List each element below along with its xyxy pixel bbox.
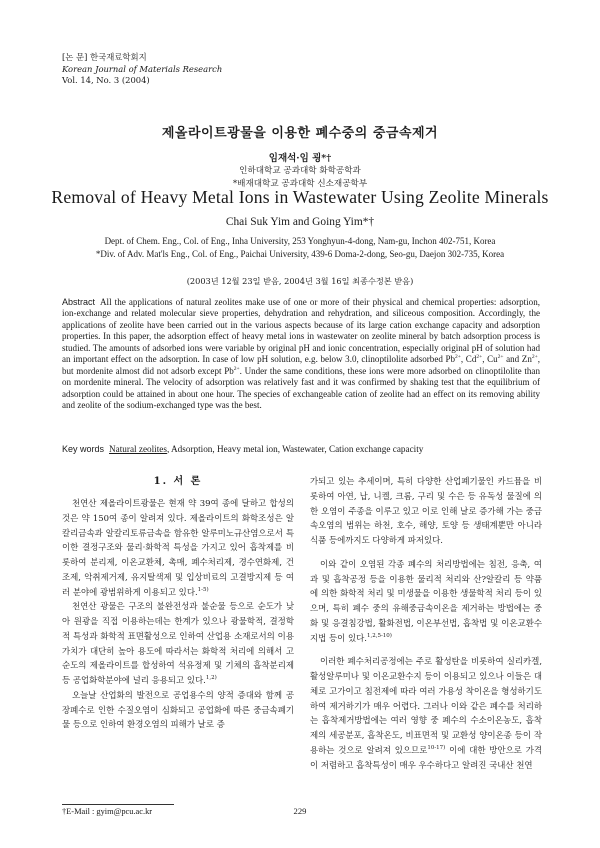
keywords-rest: , Adsorption, Heavy metal ion, Wastewater, Cation exchange capacity: [166, 444, 424, 454]
keyword-natural-zeolites: Natural zeolites: [109, 444, 167, 454]
citation-4: 10-17): [427, 744, 446, 751]
abstract-text-5: , but mordenite almost did not adsorb except Pb: [62, 354, 540, 376]
intro-paragraph-4: [310, 557, 542, 646]
abstract-text-4: and Zn: [503, 354, 532, 365]
journal-header: [62, 52, 222, 87]
affiliations-english: [0, 235, 600, 261]
abstract-sup-5: 2+: [233, 365, 240, 372]
body-column-right: [310, 474, 542, 772]
authors-english: Chai Suk Yim and Going Yim*†: [225, 216, 375, 228]
citation-3: 1,2,5-10): [366, 632, 392, 639]
journal-name-en: Korean Journal of Materials Research: [62, 63, 223, 74]
intro-paragraph-5-text: 이러한 폐수처리공정에는 주로 활성탄을 비롯하여 실리카겔, 활성알루미나 및 이온교환수지 등이 이용되고 있으나 이들은 대체로 고가이고 침전제에 따라 여러 가용성 착이온을 형성하기도 하여 제거하기가 매우 어렵다. 그러나 이와 같은 폐수를 처리하는 흡착제거방법에는 여러 영향 중 폐수의 수소이온농도, 흡착제의 세공분포, 흡착온도, 비표면적 및 교환성 양이온종 등이 작용하는 것으로 알려져 있으므로: [310, 656, 542, 755]
intro-paragraph-3: 오늘날 산업화의 발전으로 공업용수의 양적 증대와 함께 공장폐수로 인한 수질오염이 심화되고 공업화에 따른 중금속폐기물 등으로 인하여 환경오염의 피해가 날로 증: [62, 689, 294, 730]
citation-1: 1-5): [197, 586, 209, 593]
body-column-left: [62, 474, 294, 732]
affiliation-ko-1: 인하대학교 공과대학 화학공학과: [239, 166, 361, 176]
abstract-sup-1: 2+: [455, 354, 461, 361]
footnote-divider: [62, 804, 174, 805]
abstract: [62, 297, 540, 412]
abstract-text-3: , Cu: [482, 354, 498, 365]
abstract-label: Abstract: [62, 297, 96, 307]
affiliation-en-2: *Div. of Adv. Mat'ls Eng., Col. of Eng., Paichai University, 439-6 Doma-2-dong, Seo-gu, Daejon 302-735, Korea: [95, 249, 505, 259]
affiliation-ko-2: *배재대학교 공과대학 신소재공학부: [232, 178, 368, 189]
page-number: 229: [293, 806, 307, 816]
intro-paragraph-1: [62, 496, 294, 599]
abstract-sup-3: 2+: [497, 354, 504, 361]
abstract-sup-4: 2+: [531, 354, 538, 361]
intro-paragraph-5-tail: 이에 대한 방안으로 가격이 저렴하고 흡착특성이 매우 우수하다고 알려진 국내산 천연: [310, 744, 542, 770]
intro-paragraph-1-text: 천연산 제올라이트광물은 현재 약 39여 종에 달하고 합성의 것은 약 150여 종이 알려져 있다. 제올라이트의 화학조성은 알칼리금속과 알칼리토류금속을 함유한 알루미노규산염으로서 특이한 결정구조와 물리·화학적 특성을 가지고 있어 흡착제를 비롯하여 분리제, 이온교환체, 촉매, 폐수처리제, 경수연화제, 건조제, 악취제거제, 유지탈색제 및 입상비료의 고결방지제 등 여러 분야에 광범위하게 이용되고 있다.: [62, 498, 294, 597]
received-dates: (2003년 12월 23일 받음, 2004년 3월 16일 최종수정본 받음): [186, 276, 414, 286]
abstract-text-6: . Under the same conditions, these ions were more adsorbed on clinoptilolite than on mordenite mineral. The velocity of adsorption was relatively fast and it was confirmed by shaking test that the equilibrium of adsorption could be attained in about one hour. The species of exchangeable cation of zeolite had an effect on its removing ability and zeolite of the sodium-exchanged type was the best.: [62, 365, 540, 411]
keywords-label: Key words: [62, 444, 105, 454]
keywords: [62, 444, 540, 454]
journal-volume: Vol. 14, No. 3 (2004): [62, 75, 150, 85]
journal-name-ko: [논 문] 한국재료학회지: [62, 52, 147, 62]
citation-2: 1,2): [205, 675, 217, 682]
title-korean: 제올라이트광물을 이용한 폐수중의 중금속제거: [161, 126, 439, 141]
intro-paragraph-4-text: 이와 같이 오염된 각종 폐수의 처리방법에는 침전, 응축, 여과 및 흡착공정 등을 이용한 물리적 처리와 산?알칼리 등 약품에 의한 화학적 처리 및 미생물을 이용한 생물학적 처리 등이 있으며, 특히 폐수 중의 유해중금속이온을 제거하는 방법에는 중화 및 응결침강법, 활화전법, 이온부선법, 흡착법 및 이온교환수지법 등이 있다.: [310, 558, 542, 643]
intro-paragraph-2-text: 천연산 광물은 구조의 불완전성과 불순물 등으로 순도가 낮아 원광을 직접 이용하는데는 한계가 있으나 광물학적, 결정학적 특성과 화학적 표면활성으로 인하여 산업용 소재로서의 이용가치가 대단히 높아 용도에 따라서는 화학적 처리에 의해서 고순도의 제올라이트를 합성하여 석유정제 및 기체의 흡착분리제 등 공업화학분야에 널리 응용되고 있다.: [62, 601, 294, 685]
abstract-sup-2: 2+: [476, 354, 483, 361]
title-english: Removal of Heavy Metal Ions in Wastewater Using Zeolite Minerals: [51, 187, 549, 207]
authors-korean: 임재석·임 굉*†: [268, 153, 332, 164]
intro-paragraph-5: [310, 654, 542, 772]
corresponding-author-email: †E-Mail : gyim@pcu.ac.kr: [62, 807, 153, 816]
section-heading-introduction: 1. 서 론: [153, 476, 203, 487]
intro-paragraph-2: [62, 599, 294, 688]
abstract-text-2: , Cd: [460, 354, 477, 365]
abstract-text-1: All the applications of natural zeolites make use of one or more of their physical and chemical properties: adsorption, ion-exchange and related molecular sieve properties, dehydration and rehydration, and siliceous composition. Accordingly, the applications of zeolite have been carried out in the various aspects because of its large cation exchange capacity and adsorption properties. In this paper, the adsorption effect of heavy metal ions in wastewater on zeolite mineral by batch adsorption process is studied. The amounts of adsorbed ions were variable by original pH and ionic concentration, especially original pH of solution had an important effect on the adsorption. In case of low pH solution, e.g. below 3.0, clinoptilolite adsorbed Pb: [62, 297, 540, 365]
affiliation-en-1: Dept. of Chem. Eng., Col. of Eng., Inha University, 253 Yonghyun-4-dong, Nam-gu, Inchon 402-751, Korea: [104, 236, 496, 246]
intro-paragraph-3-cont: 가되고 있는 추세이며, 특히 다양한 산업폐기물인 카드뮴을 비롯하여 아연, 납, 니켈, 크롬, 구리 및 수은 등 유독성 물질에 의한 오염이 주종을 이루고 있고 이로 인해 날로 증가해 가는 중금속오염의 범위는 하천, 호수, 해양, 토양 등 생태계뿐만 아니라 식품 등에까지도 다양하게 파저있다.: [310, 476, 542, 545]
